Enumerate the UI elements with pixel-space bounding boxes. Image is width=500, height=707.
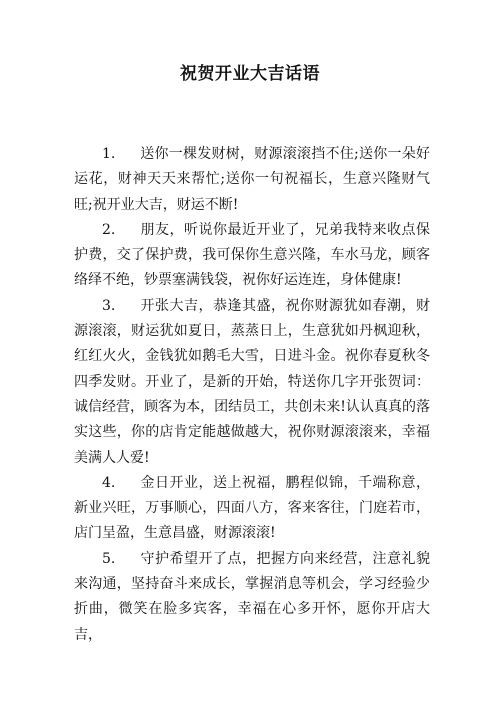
document-title: 祝贺开业大吉话语 <box>180 64 320 84</box>
paragraph-number: 2. <box>102 221 116 238</box>
paragraph-text: 开张大吉，恭逢其盛，祝你财源犹如春潮，财源滚滚，财运犹如夏日，蒸蒸日上，生意犹如丹枫迎秋，红红火火，金钱犹如鹅毛大雪，日进斗金。祝你春夏秋冬四季发财。开业了，是新的开始，特送你几字开张贺词：诚信经营，顾客为本，团结员工，共创未来!认认真真的落实这些，你的店肯定能越做越大，祝你财源滚滚来，幸福美满人人爱! <box>74 297 430 466</box>
paragraph-3 <box>74 294 430 471</box>
paragraph-5 <box>74 547 430 648</box>
paragraph-number: 4. <box>102 474 116 491</box>
paragraph-number: 1. <box>102 146 116 162</box>
document-body <box>74 142 430 648</box>
paragraph-1 <box>74 142 430 218</box>
paragraph-2 <box>74 218 430 294</box>
paragraph-number: 5. <box>102 550 116 567</box>
paragraph-text: 送你一棵发财树，财源滚滚挡不住;送你一朵好运花，财神天天来帮忙;送你一句祝福长，生意兴隆财气旺;祝开业大吉，财运不断! <box>74 146 430 213</box>
paragraph-number: 3. <box>102 297 116 314</box>
paragraph-text: 朋友，听说你最近开业了，兄弟我特来收点保护费，交了保护费，我可保你生意兴隆，车水马龙，顾客络绎不绝，钞票塞满钱袋，祝你好运连连，身体健康! <box>74 221 430 289</box>
paragraph-text: 守护希望开了点，把握方向来经营，注意礼貌来沟通，坚持奋斗来成长，掌握消息等机会，学习经验少折曲，微笑在脸多宾客，幸福在心多开怀，愿你开店大吉， <box>74 550 430 643</box>
paragraph-4 <box>74 471 430 547</box>
paragraph-text: 金日开业，送上祝福，鹏程似锦，千端称意，新业兴旺，万事顺心，四面八方，客来客往，门庭若市，店门呈盈，生意昌盛，财源滚滚! <box>74 474 430 542</box>
